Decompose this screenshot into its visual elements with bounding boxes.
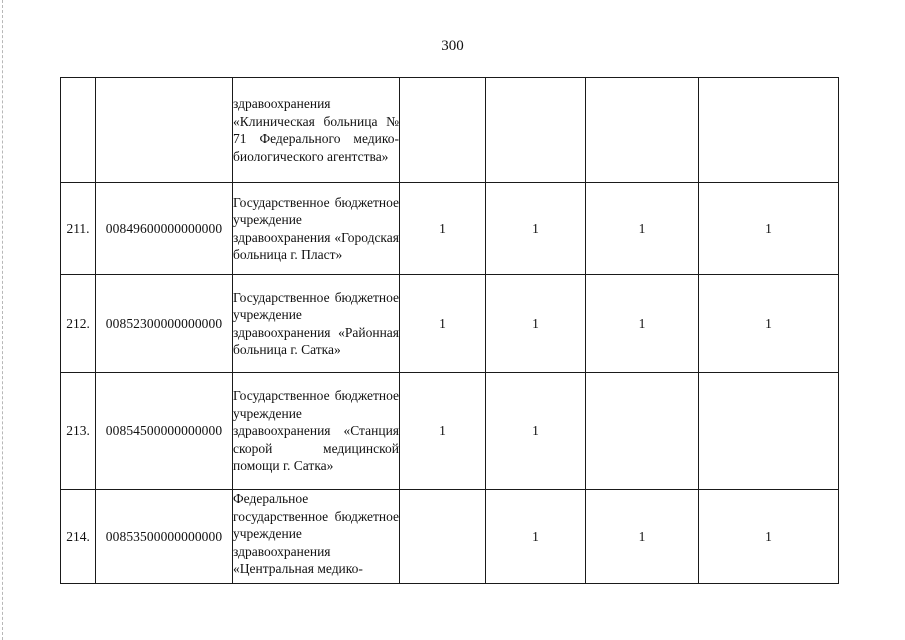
institution-name: здравоохранения «Клиническая больница № 71 Федерального медико-биологического агентства»	[233, 78, 400, 183]
value-col-4: 1	[699, 275, 839, 373]
value-col-4	[699, 373, 839, 490]
registry-code: 00852300000000000	[96, 275, 233, 373]
row-number: 213.	[61, 373, 96, 490]
row-number: 212.	[61, 275, 96, 373]
value-col-2: 1	[486, 275, 586, 373]
table-row	[61, 373, 839, 490]
table-row	[61, 183, 839, 275]
value-col-1	[400, 490, 486, 584]
value-col-1: 1	[400, 275, 486, 373]
value-col-1	[400, 78, 486, 183]
value-col-3	[586, 78, 699, 183]
registry-code: 00849600000000000	[96, 183, 233, 275]
scan-edge-line	[2, 0, 4, 640]
institution-name: Государственное бюджетное учреждение здравоохранения «Станция скорой медицинской помощи г. Сатка»	[233, 373, 400, 490]
row-number	[61, 78, 96, 183]
row-number: 214.	[61, 490, 96, 584]
value-col-4: 1	[699, 490, 839, 584]
institution-name: Федеральное государственное бюджетное учреждение здравоохранения «Центральная медико-	[233, 490, 400, 584]
page-number: 300	[441, 38, 464, 54]
value-col-3: 1	[586, 275, 699, 373]
value-col-4: 1	[699, 183, 839, 275]
registry-code: 00854500000000000	[96, 373, 233, 490]
value-col-1: 1	[400, 373, 486, 490]
table-row	[61, 275, 839, 373]
table-row	[61, 490, 839, 584]
institution-name: Государственное бюджетное учреждение здравоохранения «Городская больница г. Пласт»	[233, 183, 400, 275]
table-row	[61, 78, 839, 183]
row-number: 211.	[61, 183, 96, 275]
value-col-3: 1	[586, 490, 699, 584]
value-col-4	[699, 78, 839, 183]
institution-name: Государственное бюджетное учреждение здравоохранения «Районная больница г. Сатка»	[233, 275, 400, 373]
registry-table	[60, 77, 839, 584]
registry-code: 00853500000000000	[96, 490, 233, 584]
value-col-3: 1	[586, 183, 699, 275]
value-col-2	[486, 78, 586, 183]
value-col-2: 1	[486, 373, 586, 490]
value-col-2: 1	[486, 183, 586, 275]
value-col-3	[586, 373, 699, 490]
value-col-2: 1	[486, 490, 586, 584]
value-col-1: 1	[400, 183, 486, 275]
registry-code	[96, 78, 233, 183]
